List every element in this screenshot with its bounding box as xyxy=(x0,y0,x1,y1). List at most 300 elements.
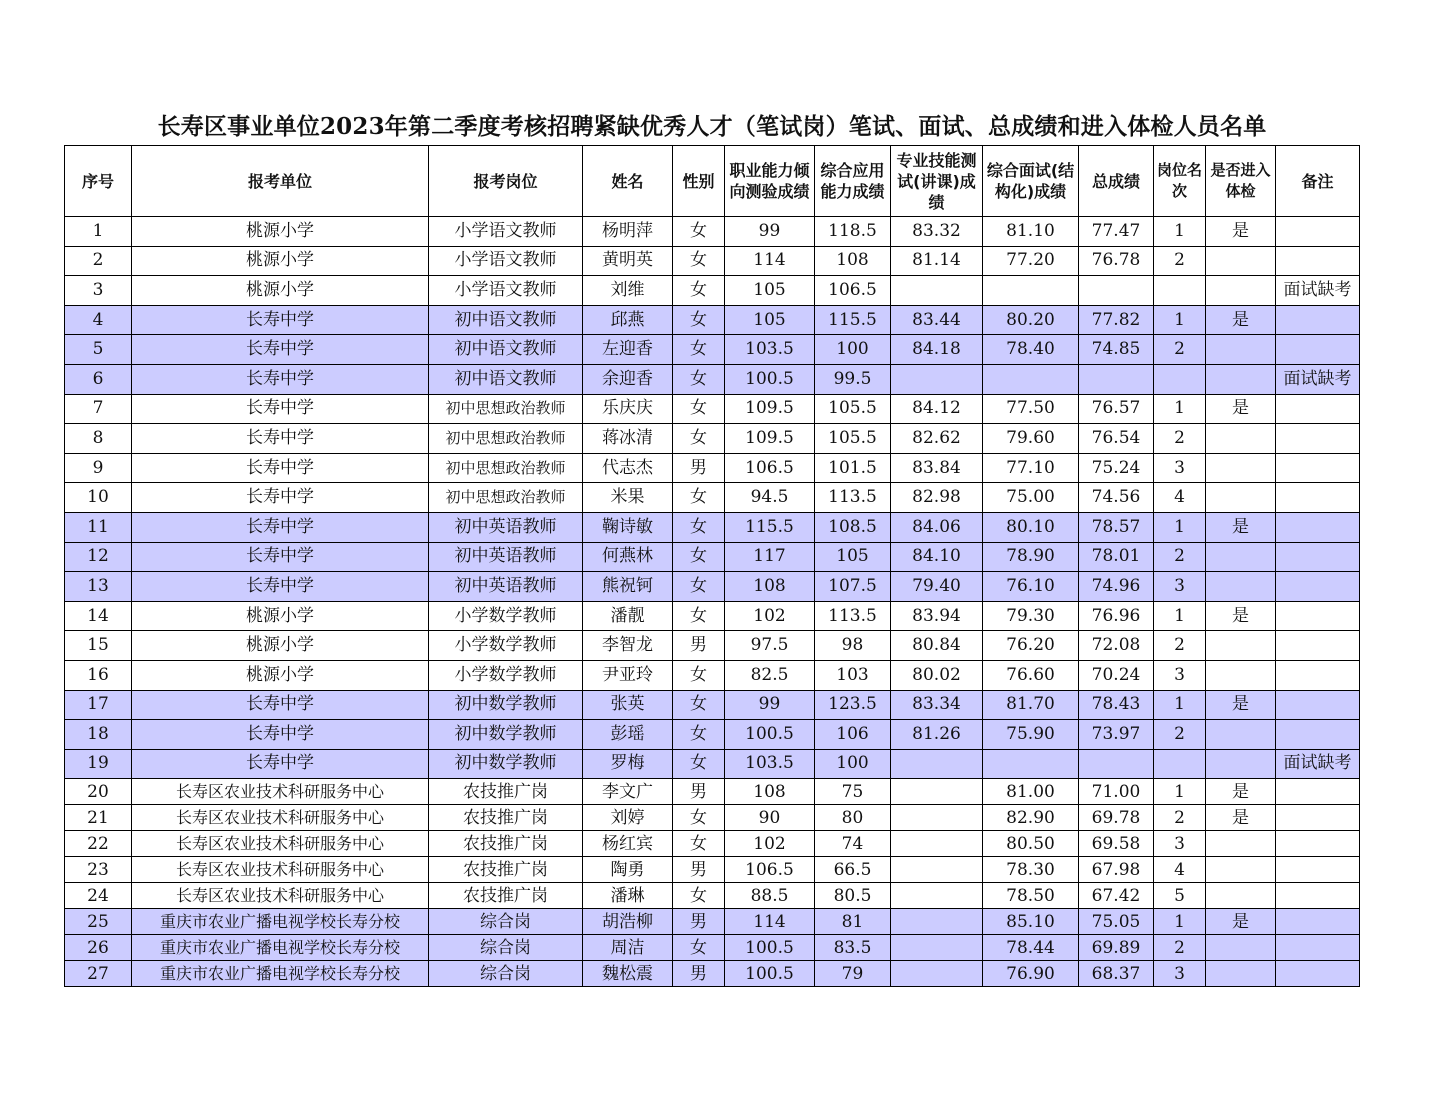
cell-post: 初中思想政治教师 xyxy=(429,483,583,513)
cell-rank: 2 xyxy=(1154,935,1206,961)
cell-aptitude: 88.5 xyxy=(725,883,815,909)
cell-aptitude: 109.5 xyxy=(725,394,815,424)
cell-rank: 2 xyxy=(1154,805,1206,831)
cell-exam xyxy=(1206,453,1276,483)
cell-applied: 74 xyxy=(815,831,891,857)
cell-exam: 是 xyxy=(1206,690,1276,720)
cell-aptitude: 105 xyxy=(725,305,815,335)
cell-seq: 11 xyxy=(65,512,132,542)
cell-total: 72.08 xyxy=(1079,631,1154,661)
cell-seq: 20 xyxy=(65,779,132,805)
cell-exam xyxy=(1206,483,1276,513)
cell-name: 黄明英 xyxy=(583,246,673,276)
cell-rank: 2 xyxy=(1154,720,1206,750)
cell-exam: 是 xyxy=(1206,909,1276,935)
cell-interview: 76.90 xyxy=(983,961,1079,987)
page-title: 长寿区事业单位2023年第二季度考核招聘紧缺优秀人才（笔试岗）笔试、面试、总成绩和进入体检人员名单 xyxy=(157,113,1267,140)
cell-post: 小学语文教师 xyxy=(429,246,583,276)
cell-aptitude: 82.5 xyxy=(725,660,815,690)
cell-note xyxy=(1276,572,1360,602)
cell-note xyxy=(1276,690,1360,720)
cell-gender: 女 xyxy=(673,424,725,454)
cell-unit: 长寿中学 xyxy=(132,572,429,602)
cell-name: 陶勇 xyxy=(583,857,673,883)
cell-aptitude: 100.5 xyxy=(725,364,815,394)
cell-applied: 98 xyxy=(815,631,891,661)
header-post: 报考岗位 xyxy=(429,146,583,217)
cell-skill: 81.14 xyxy=(891,246,983,276)
cell-gender: 女 xyxy=(673,831,725,857)
cell-aptitude: 97.5 xyxy=(725,631,815,661)
header-rank: 岗位名次 xyxy=(1154,146,1206,217)
table-row xyxy=(65,909,1360,935)
cell-unit: 长寿中学 xyxy=(132,749,429,779)
cell-note xyxy=(1276,961,1360,987)
cell-name: 左迎香 xyxy=(583,335,673,365)
cell-name: 刘维 xyxy=(583,276,673,306)
cell-exam xyxy=(1206,857,1276,883)
cell-rank xyxy=(1154,749,1206,779)
table-row xyxy=(65,690,1360,720)
table-row xyxy=(65,572,1360,602)
cell-unit: 长寿中学 xyxy=(132,424,429,454)
cell-total xyxy=(1079,364,1154,394)
cell-interview xyxy=(983,276,1079,306)
cell-total: 69.89 xyxy=(1079,935,1154,961)
cell-unit: 重庆市农业广播电视学校长寿分校 xyxy=(132,909,429,935)
header-aptitude: 职业能力倾向测验成绩 xyxy=(725,146,815,217)
table-row xyxy=(65,542,1360,572)
table-body xyxy=(65,217,1360,987)
cell-gender: 女 xyxy=(673,720,725,750)
table-row xyxy=(65,961,1360,987)
cell-skill xyxy=(891,909,983,935)
cell-name: 何燕林 xyxy=(583,542,673,572)
cell-exam: 是 xyxy=(1206,779,1276,805)
cell-aptitude: 102 xyxy=(725,601,815,631)
cell-gender: 男 xyxy=(673,453,725,483)
cell-post: 综合岗 xyxy=(429,909,583,935)
cell-rank: 1 xyxy=(1154,601,1206,631)
cell-gender: 男 xyxy=(673,909,725,935)
cell-name: 周洁 xyxy=(583,935,673,961)
cell-applied: 80.5 xyxy=(815,883,891,909)
cell-skill: 79.40 xyxy=(891,572,983,602)
cell-exam xyxy=(1206,831,1276,857)
cell-interview: 76.10 xyxy=(983,572,1079,602)
cell-skill xyxy=(891,857,983,883)
cell-applied: 103 xyxy=(815,660,891,690)
cell-gender: 女 xyxy=(673,690,725,720)
table-row xyxy=(65,335,1360,365)
cell-seq: 8 xyxy=(65,424,132,454)
cell-seq: 5 xyxy=(65,335,132,365)
cell-gender: 女 xyxy=(673,305,725,335)
cell-unit: 桃源小学 xyxy=(132,631,429,661)
cell-rank: 4 xyxy=(1154,483,1206,513)
cell-interview: 76.20 xyxy=(983,631,1079,661)
cell-name: 蒋冰清 xyxy=(583,424,673,454)
table-row xyxy=(65,831,1360,857)
cell-rank: 2 xyxy=(1154,246,1206,276)
table-row xyxy=(65,749,1360,779)
cell-aptitude: 108 xyxy=(725,572,815,602)
cell-aptitude: 90 xyxy=(725,805,815,831)
cell-post: 小学数学教师 xyxy=(429,601,583,631)
cell-note xyxy=(1276,857,1360,883)
cell-rank: 1 xyxy=(1154,779,1206,805)
cell-exam xyxy=(1206,542,1276,572)
cell-note xyxy=(1276,660,1360,690)
cell-seq: 13 xyxy=(65,572,132,602)
cell-total: 76.57 xyxy=(1079,394,1154,424)
cell-gender: 女 xyxy=(673,749,725,779)
cell-aptitude: 100.5 xyxy=(725,935,815,961)
cell-rank: 4 xyxy=(1154,857,1206,883)
cell-total: 74.85 xyxy=(1079,335,1154,365)
cell-skill: 80.02 xyxy=(891,660,983,690)
cell-seq: 10 xyxy=(65,483,132,513)
cell-applied: 79 xyxy=(815,961,891,987)
table-row xyxy=(65,660,1360,690)
cell-seq: 24 xyxy=(65,883,132,909)
cell-total: 67.42 xyxy=(1079,883,1154,909)
cell-applied: 83.5 xyxy=(815,935,891,961)
cell-gender: 女 xyxy=(673,217,725,247)
table-row xyxy=(65,305,1360,335)
cell-note xyxy=(1276,909,1360,935)
cell-interview: 75.90 xyxy=(983,720,1079,750)
cell-skill xyxy=(891,935,983,961)
cell-total: 71.00 xyxy=(1079,779,1154,805)
cell-seq: 15 xyxy=(65,631,132,661)
cell-gender: 女 xyxy=(673,483,725,513)
cell-exam: 是 xyxy=(1206,217,1276,247)
cell-skill xyxy=(891,749,983,779)
header-name: 姓名 xyxy=(583,146,673,217)
cell-exam xyxy=(1206,631,1276,661)
cell-aptitude: 100.5 xyxy=(725,961,815,987)
header-seq: 序号 xyxy=(65,146,132,217)
table-row xyxy=(65,720,1360,750)
cell-applied: 105.5 xyxy=(815,394,891,424)
cell-gender: 女 xyxy=(673,883,725,909)
cell-interview: 81.70 xyxy=(983,690,1079,720)
cell-aptitude: 117 xyxy=(725,542,815,572)
cell-applied: 115.5 xyxy=(815,305,891,335)
cell-exam xyxy=(1206,720,1276,750)
cell-rank: 1 xyxy=(1154,394,1206,424)
cell-interview: 77.20 xyxy=(983,246,1079,276)
cell-aptitude: 99 xyxy=(725,690,815,720)
table-row xyxy=(65,935,1360,961)
cell-applied: 106.5 xyxy=(815,276,891,306)
cell-interview xyxy=(983,364,1079,394)
cell-rank: 1 xyxy=(1154,305,1206,335)
cell-unit: 桃源小学 xyxy=(132,276,429,306)
cell-rank: 1 xyxy=(1154,909,1206,935)
cell-seq: 2 xyxy=(65,246,132,276)
cell-note xyxy=(1276,335,1360,365)
header-total: 总成绩 xyxy=(1079,146,1154,217)
cell-post: 农技推广岗 xyxy=(429,857,583,883)
cell-gender: 女 xyxy=(673,394,725,424)
cell-seq: 21 xyxy=(65,805,132,831)
cell-exam: 是 xyxy=(1206,601,1276,631)
cell-post: 小学数学教师 xyxy=(429,660,583,690)
cell-post: 初中英语教师 xyxy=(429,572,583,602)
cell-seq: 25 xyxy=(65,909,132,935)
cell-post: 初中语文教师 xyxy=(429,364,583,394)
cell-rank: 3 xyxy=(1154,572,1206,602)
cell-gender: 女 xyxy=(673,276,725,306)
cell-name: 胡浩柳 xyxy=(583,909,673,935)
cell-total: 69.58 xyxy=(1079,831,1154,857)
cell-aptitude: 94.5 xyxy=(725,483,815,513)
cell-aptitude: 106.5 xyxy=(725,857,815,883)
cell-total: 70.24 xyxy=(1079,660,1154,690)
cell-note xyxy=(1276,453,1360,483)
cell-total: 73.97 xyxy=(1079,720,1154,750)
cell-note xyxy=(1276,217,1360,247)
cell-unit: 桃源小学 xyxy=(132,246,429,276)
cell-seq: 19 xyxy=(65,749,132,779)
cell-gender: 女 xyxy=(673,542,725,572)
cell-seq: 14 xyxy=(65,601,132,631)
cell-rank xyxy=(1154,276,1206,306)
cell-total: 67.98 xyxy=(1079,857,1154,883)
cell-skill: 80.84 xyxy=(891,631,983,661)
cell-gender: 女 xyxy=(673,364,725,394)
cell-applied: 113.5 xyxy=(815,483,891,513)
cell-interview: 78.44 xyxy=(983,935,1079,961)
cell-unit: 长寿区农业技术科研服务中心 xyxy=(132,883,429,909)
cell-seq: 6 xyxy=(65,364,132,394)
cell-seq: 23 xyxy=(65,857,132,883)
cell-gender: 男 xyxy=(673,631,725,661)
cell-note xyxy=(1276,394,1360,424)
cell-note: 面试缺考 xyxy=(1276,276,1360,306)
cell-skill: 82.98 xyxy=(891,483,983,513)
cell-interview: 75.00 xyxy=(983,483,1079,513)
cell-name: 彭瑶 xyxy=(583,720,673,750)
cell-skill: 83.44 xyxy=(891,305,983,335)
cell-skill: 81.26 xyxy=(891,720,983,750)
cell-unit: 长寿区农业技术科研服务中心 xyxy=(132,779,429,805)
cell-interview: 79.30 xyxy=(983,601,1079,631)
cell-aptitude: 106.5 xyxy=(725,453,815,483)
cell-rank: 3 xyxy=(1154,660,1206,690)
cell-skill: 84.12 xyxy=(891,394,983,424)
cell-applied: 75 xyxy=(815,779,891,805)
cell-total: 74.56 xyxy=(1079,483,1154,513)
header-exam: 是否进入体检 xyxy=(1206,146,1276,217)
table-row xyxy=(65,217,1360,247)
cell-unit: 长寿中学 xyxy=(132,542,429,572)
cell-name: 罗梅 xyxy=(583,749,673,779)
cell-applied: 99.5 xyxy=(815,364,891,394)
table-row xyxy=(65,364,1360,394)
cell-seq: 3 xyxy=(65,276,132,306)
cell-aptitude: 99 xyxy=(725,217,815,247)
cell-post: 小学语文教师 xyxy=(429,276,583,306)
cell-applied: 101.5 xyxy=(815,453,891,483)
cell-exam xyxy=(1206,660,1276,690)
cell-seq: 16 xyxy=(65,660,132,690)
header-gender: 性别 xyxy=(673,146,725,217)
cell-applied: 123.5 xyxy=(815,690,891,720)
cell-exam xyxy=(1206,276,1276,306)
cell-unit: 重庆市农业广播电视学校长寿分校 xyxy=(132,935,429,961)
cell-skill: 84.10 xyxy=(891,542,983,572)
cell-rank: 1 xyxy=(1154,690,1206,720)
cell-total xyxy=(1079,276,1154,306)
cell-name: 刘婷 xyxy=(583,805,673,831)
cell-total: 77.82 xyxy=(1079,305,1154,335)
cell-applied: 80 xyxy=(815,805,891,831)
cell-gender: 男 xyxy=(673,779,725,805)
cell-skill xyxy=(891,961,983,987)
cell-gender: 女 xyxy=(673,601,725,631)
cell-total: 75.05 xyxy=(1079,909,1154,935)
table-row xyxy=(65,276,1360,306)
cell-note xyxy=(1276,805,1360,831)
cell-interview: 80.20 xyxy=(983,305,1079,335)
cell-rank: 2 xyxy=(1154,424,1206,454)
cell-post: 农技推广岗 xyxy=(429,883,583,909)
cell-gender: 女 xyxy=(673,246,725,276)
cell-seq: 18 xyxy=(65,720,132,750)
cell-skill: 83.32 xyxy=(891,217,983,247)
cell-note xyxy=(1276,483,1360,513)
cell-exam xyxy=(1206,424,1276,454)
cell-unit: 桃源小学 xyxy=(132,217,429,247)
cell-skill xyxy=(891,883,983,909)
cell-total: 78.57 xyxy=(1079,512,1154,542)
cell-name: 杨红宾 xyxy=(583,831,673,857)
cell-rank: 2 xyxy=(1154,542,1206,572)
cell-name: 邱燕 xyxy=(583,305,673,335)
cell-exam xyxy=(1206,883,1276,909)
cell-note: 面试缺考 xyxy=(1276,749,1360,779)
cell-note xyxy=(1276,631,1360,661)
table-row xyxy=(65,512,1360,542)
cell-total: 78.43 xyxy=(1079,690,1154,720)
cell-skill: 83.94 xyxy=(891,601,983,631)
cell-rank: 5 xyxy=(1154,883,1206,909)
cell-note xyxy=(1276,935,1360,961)
cell-note xyxy=(1276,512,1360,542)
cell-interview: 79.60 xyxy=(983,424,1079,454)
cell-name: 余迎香 xyxy=(583,364,673,394)
cell-skill xyxy=(891,276,983,306)
cell-gender: 男 xyxy=(673,961,725,987)
cell-post: 农技推广岗 xyxy=(429,831,583,857)
cell-interview: 85.10 xyxy=(983,909,1079,935)
cell-gender: 女 xyxy=(673,335,725,365)
cell-interview: 78.90 xyxy=(983,542,1079,572)
cell-interview: 78.30 xyxy=(983,857,1079,883)
cell-seq: 9 xyxy=(65,453,132,483)
header-skill: 专业技能测试(讲课)成绩 xyxy=(891,146,983,217)
cell-note xyxy=(1276,424,1360,454)
cell-name: 尹亚玲 xyxy=(583,660,673,690)
cell-applied: 108.5 xyxy=(815,512,891,542)
cell-note xyxy=(1276,542,1360,572)
cell-exam: 是 xyxy=(1206,305,1276,335)
cell-interview: 77.50 xyxy=(983,394,1079,424)
cell-gender: 男 xyxy=(673,857,725,883)
cell-skill xyxy=(891,779,983,805)
cell-skill xyxy=(891,805,983,831)
cell-exam xyxy=(1206,961,1276,987)
cell-unit: 长寿中学 xyxy=(132,364,429,394)
table-row xyxy=(65,246,1360,276)
cell-interview: 77.10 xyxy=(983,453,1079,483)
cell-name: 代志杰 xyxy=(583,453,673,483)
cell-post: 初中英语教师 xyxy=(429,512,583,542)
cell-gender: 女 xyxy=(673,512,725,542)
table-row xyxy=(65,601,1360,631)
cell-interview: 80.10 xyxy=(983,512,1079,542)
cell-seq: 4 xyxy=(65,305,132,335)
cell-applied: 107.5 xyxy=(815,572,891,602)
cell-skill: 82.62 xyxy=(891,424,983,454)
cell-unit: 长寿中学 xyxy=(132,453,429,483)
cell-note xyxy=(1276,720,1360,750)
cell-unit: 长寿中学 xyxy=(132,305,429,335)
cell-rank: 3 xyxy=(1154,831,1206,857)
cell-post: 初中语文教师 xyxy=(429,335,583,365)
table-row xyxy=(65,857,1360,883)
cell-applied: 66.5 xyxy=(815,857,891,883)
cell-skill: 83.34 xyxy=(891,690,983,720)
header-row xyxy=(65,146,1360,217)
cell-rank: 1 xyxy=(1154,512,1206,542)
cell-total: 78.01 xyxy=(1079,542,1154,572)
cell-exam: 是 xyxy=(1206,805,1276,831)
cell-note: 面试缺考 xyxy=(1276,364,1360,394)
cell-post: 初中思想政治教师 xyxy=(429,424,583,454)
cell-interview: 76.60 xyxy=(983,660,1079,690)
cell-gender: 女 xyxy=(673,805,725,831)
cell-total: 68.37 xyxy=(1079,961,1154,987)
cell-aptitude: 109.5 xyxy=(725,424,815,454)
cell-name: 潘靓 xyxy=(583,601,673,631)
cell-gender: 女 xyxy=(673,660,725,690)
cell-rank: 2 xyxy=(1154,335,1206,365)
cell-name: 鞠诗敏 xyxy=(583,512,673,542)
cell-post: 初中英语教师 xyxy=(429,542,583,572)
cell-exam: 是 xyxy=(1206,512,1276,542)
cell-exam: 是 xyxy=(1206,394,1276,424)
cell-name: 熊祝钶 xyxy=(583,572,673,602)
cell-exam xyxy=(1206,364,1276,394)
cell-applied: 105 xyxy=(815,542,891,572)
cell-exam xyxy=(1206,335,1276,365)
cell-post: 初中语文教师 xyxy=(429,305,583,335)
cell-name: 乐庆庆 xyxy=(583,394,673,424)
cell-seq: 27 xyxy=(65,961,132,987)
header-applied: 综合应用能力成绩 xyxy=(815,146,891,217)
cell-unit: 长寿中学 xyxy=(132,483,429,513)
cell-unit: 长寿中学 xyxy=(132,394,429,424)
cell-interview xyxy=(983,749,1079,779)
header-note: 备注 xyxy=(1276,146,1360,217)
cell-note xyxy=(1276,779,1360,805)
table-row xyxy=(65,483,1360,513)
cell-applied: 105.5 xyxy=(815,424,891,454)
